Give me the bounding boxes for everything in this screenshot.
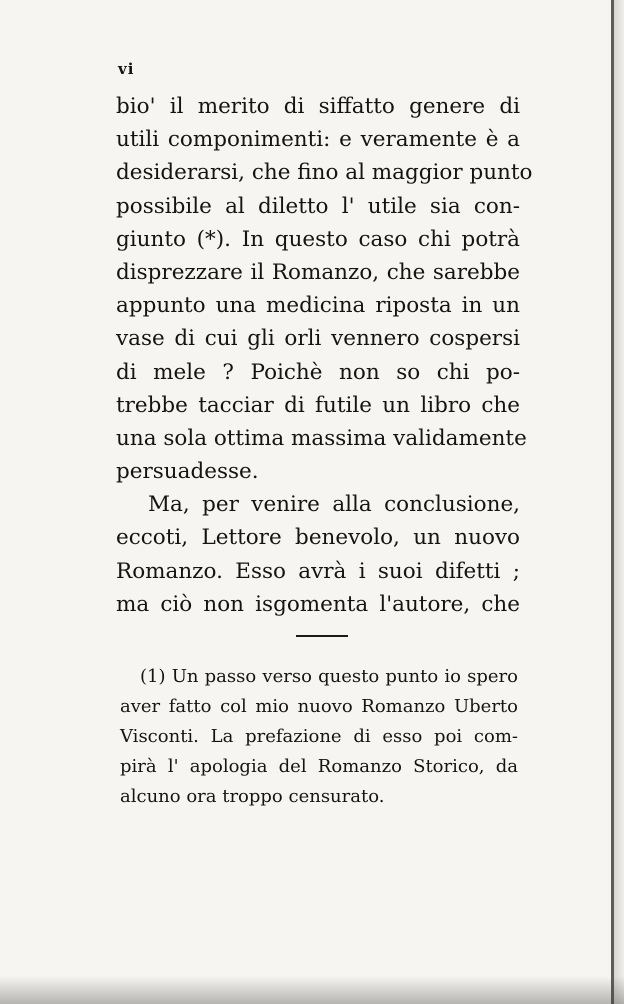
body-line: ma ciò non isgomenta l'autore, che <box>116 591 520 617</box>
footnote-line: Visconti. La prefazione di esso poi com- <box>120 726 518 747</box>
body-line: desiderarsi, che fino al maggior punto <box>116 160 533 186</box>
footnote-line: alcuno ora troppo censurato. <box>120 786 385 807</box>
body-line: appunto una medicina riposta in un <box>116 293 520 319</box>
body-text <box>116 90 533 621</box>
body-line: trebbe tacciar di futile un libro che <box>116 392 520 418</box>
body-line: disprezzare il Romanzo, che sarebbe <box>116 259 520 285</box>
body-line: una sola ottima massima validamente <box>116 425 527 451</box>
body-line: possibile al diletto l' utile sia con- <box>116 193 520 219</box>
page-edge-shadow <box>614 0 624 1004</box>
page-number: vi <box>118 60 135 78</box>
body-line: utili componimenti: e veramente è a <box>116 127 520 153</box>
body-line: di mele ? Poichè non so chi po- <box>116 359 520 385</box>
body-line: bio' il merito di siffatto genere di <box>116 94 520 119</box>
body-line: vase di cui gli orli vennero cospersi <box>116 326 520 352</box>
body-line: persuadesse. <box>116 459 259 485</box>
footnote <box>120 662 518 812</box>
footnote-line: pirà l' apologia del Romanzo Storico, da <box>120 756 518 777</box>
footnote-line: aver fatto col mio nuovo Romanzo Uberto <box>120 696 518 717</box>
page-edge <box>611 0 614 1004</box>
footnote-line: (1) Un passo verso questo punto io spero <box>140 666 518 687</box>
body-line: Romanzo. Esso avrà i suoi difetti ; <box>116 558 520 584</box>
body-line: giunto (*). In questo caso chi potrà <box>116 226 520 252</box>
footnote-separator <box>296 635 348 637</box>
paragraph-start: Ma, per venire alla conclusione, <box>148 492 520 518</box>
body-line: eccoti, Lettore benevolo, un nuovo <box>116 525 520 551</box>
page-bottom-shadow <box>0 976 624 1004</box>
